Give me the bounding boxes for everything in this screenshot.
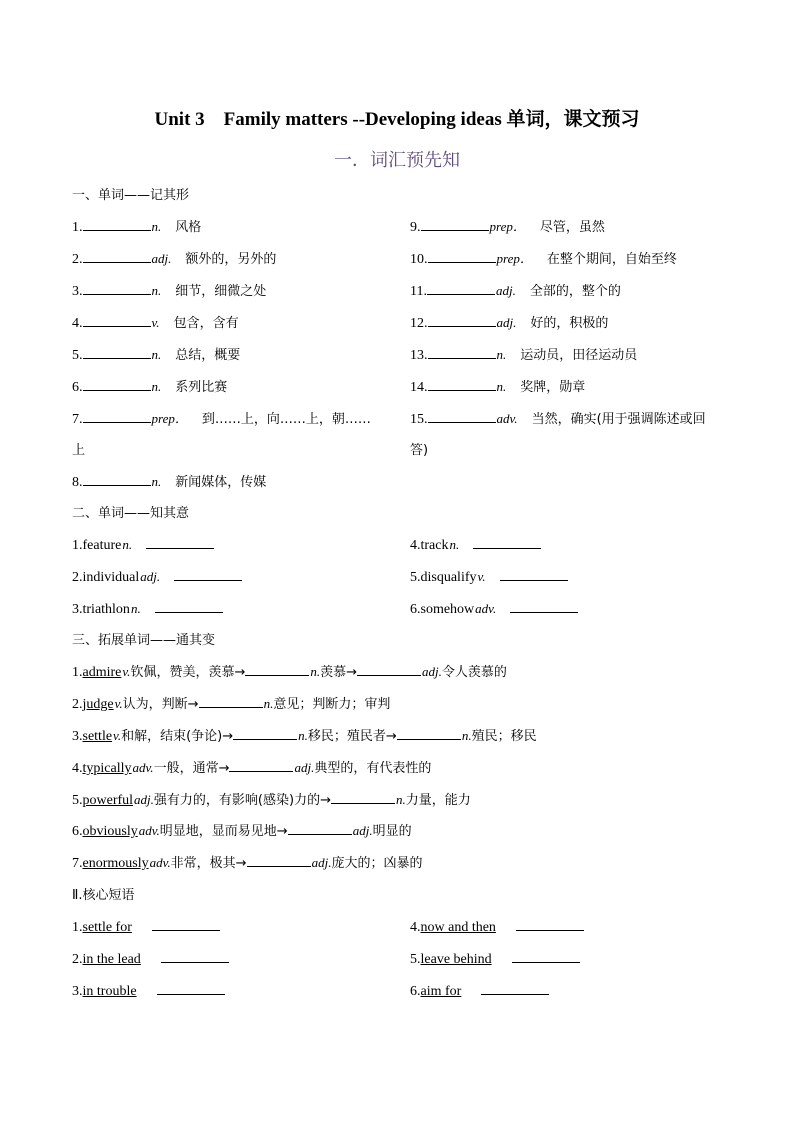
item-word: powerful <box>82 793 134 808</box>
item-phrase: now and then <box>420 920 496 935</box>
item-number: 2. <box>72 252 83 267</box>
page-title: Unit 3 Family matters --Developing ideas 单词，课文预习 <box>154 109 640 130</box>
item-number: 1. <box>72 538 83 553</box>
item-phrase: aim for <box>420 984 462 999</box>
item-meaning: 到……上，向……上，朝…… <box>201 412 371 427</box>
answer-blank[interactable] <box>357 663 421 676</box>
item-meaning: 运动员，田径运动员 <box>520 348 638 363</box>
answer-blank[interactable] <box>481 982 549 995</box>
item-meaning: 认为，判断→ <box>122 697 199 712</box>
vocab-item <box>72 346 240 365</box>
answer-blank[interactable] <box>247 854 311 867</box>
part-of-speech: adv. <box>496 411 518 426</box>
part-of-speech: adj. <box>151 251 172 266</box>
item-meaning: 总结，概要 <box>175 348 241 363</box>
answer-blank[interactable] <box>500 568 568 581</box>
part-of-speech: n. <box>151 283 162 298</box>
answer-blank[interactable] <box>229 759 293 772</box>
item-number: 3. <box>72 284 83 299</box>
answer-blank[interactable] <box>428 378 496 391</box>
answer-blank[interactable] <box>157 982 225 995</box>
item-number: 2. <box>72 697 83 712</box>
item-meaning: 殖民；移民 <box>471 729 537 744</box>
vocab-item <box>410 346 637 365</box>
item-meaning-cont: 上 <box>72 443 86 458</box>
expansion-item <box>72 854 422 873</box>
item-meaning: 典型的，有代表性的 <box>314 761 432 776</box>
meaning-item <box>410 600 578 619</box>
vocab-item <box>410 218 605 237</box>
item-meaning: 在整个期间，自始至终 <box>546 252 677 267</box>
item-meaning: 细节，细微之处 <box>175 284 267 299</box>
answer-blank[interactable] <box>331 791 395 804</box>
item-number: 6. <box>72 824 83 839</box>
item-number: 11. <box>410 284 427 299</box>
vocab-item <box>72 250 276 269</box>
part-of-speech: v. <box>122 664 131 679</box>
part-of-speech: v. <box>113 728 122 743</box>
vocab-item-continuation <box>72 442 85 460</box>
vocab-item <box>410 410 706 429</box>
part-of-speech: n. <box>461 728 472 743</box>
item-word: somehow <box>420 602 475 617</box>
item-word: obviously <box>82 824 138 839</box>
part-of-speech: n. <box>151 379 162 394</box>
item-meaning: 非常，极其→ <box>170 856 247 871</box>
item-meaning: 当然，确实(用于强调陈述或回 <box>531 412 706 427</box>
part-of-speech: prep． <box>489 219 526 234</box>
answer-blank[interactable] <box>428 250 496 263</box>
item-word: feature <box>82 538 122 553</box>
vocab-item <box>72 410 371 429</box>
phrase-item <box>410 950 580 969</box>
part-of-speech: n. <box>263 696 274 711</box>
section2-heading: 二、单词——知其意 <box>72 506 190 521</box>
item-number: 2. <box>72 570 83 585</box>
item-number: 13. <box>410 348 428 363</box>
item-meaning: 和解，结束(争论)→ <box>121 729 234 744</box>
part-of-speech: n. <box>310 664 321 679</box>
item-meaning: 一般，通常→ <box>153 761 230 776</box>
part-of-speech: adj. <box>495 283 516 298</box>
answer-blank[interactable] <box>83 378 151 391</box>
item-number: 5. <box>410 952 421 967</box>
item-meaning: 尽管，虽然 <box>539 220 605 235</box>
part-of-speech: adv. <box>132 760 154 775</box>
answer-blank[interactable] <box>161 950 229 963</box>
part-of-speech: adj. <box>140 569 161 584</box>
item-phrase: in the lead <box>82 952 141 967</box>
vocab-item <box>72 314 239 333</box>
item-number: 4. <box>72 316 83 331</box>
answer-blank[interactable] <box>397 727 461 740</box>
item-meaning: 移民；殖民者→ <box>307 729 397 744</box>
item-meaning: 令人羡慕的 <box>441 665 507 680</box>
answer-blank[interactable] <box>421 218 489 231</box>
vocab-item <box>72 218 201 237</box>
item-number: 9. <box>410 220 421 235</box>
item-word: judge <box>82 697 114 712</box>
section1-heading: 一、单词——记其形 <box>72 188 190 203</box>
vocab-item <box>410 314 608 333</box>
item-meaning: 意见；判断力；审判 <box>273 697 391 712</box>
answer-blank[interactable] <box>83 250 151 263</box>
item-meaning: 新闻媒体，传媒 <box>175 475 267 490</box>
answer-blank[interactable] <box>83 282 151 295</box>
expansion-item <box>72 759 431 778</box>
expansion-item <box>72 791 471 810</box>
item-meaning: 钦佩，赞美，羡慕→ <box>130 665 246 680</box>
meaning-item <box>72 600 223 619</box>
item-word: triathlon <box>82 602 130 617</box>
part-of-speech: v. <box>151 315 160 330</box>
item-number: 1. <box>72 920 83 935</box>
item-word: settle <box>82 729 113 744</box>
answer-blank[interactable] <box>510 600 578 613</box>
part-of-speech: adj. <box>294 760 315 775</box>
section3-heading: 三、拓展单词——通其变 <box>72 633 216 648</box>
vocab-item <box>410 378 585 397</box>
item-meaning: 系列比赛 <box>175 380 228 395</box>
item-number: 4. <box>410 538 421 553</box>
answer-blank[interactable] <box>427 282 495 295</box>
part-of-speech: n. <box>496 347 507 362</box>
item-word: enormously <box>82 856 149 871</box>
answer-blank[interactable] <box>245 663 309 676</box>
part-of-speech: n. <box>151 219 162 234</box>
phrase-item <box>410 982 549 1001</box>
part-of-speech: adv. <box>149 855 171 870</box>
answer-blank[interactable] <box>83 410 151 423</box>
answer-blank[interactable] <box>83 473 151 486</box>
item-meaning: 额外的，另外的 <box>185 252 277 267</box>
vocab-item <box>72 282 266 301</box>
item-number: 1. <box>72 665 83 680</box>
item-number: 2. <box>72 952 83 967</box>
section4-heading: Ⅱ.核心短语 <box>72 888 135 903</box>
vocab-item <box>410 282 621 301</box>
item-number: 6. <box>72 380 83 395</box>
item-number: 15. <box>410 412 428 427</box>
part-of-speech: n. <box>151 347 162 362</box>
vocab-item <box>72 473 266 492</box>
item-number: 1. <box>72 220 83 235</box>
part-of-speech: adv. <box>138 823 160 838</box>
expansion-item <box>72 663 507 682</box>
item-number: 4. <box>72 761 83 776</box>
part-of-speech: n. <box>449 537 460 552</box>
item-number: 12. <box>410 316 428 331</box>
part-of-speech: prep． <box>151 411 188 426</box>
item-word: admire <box>82 665 122 680</box>
item-number: 14. <box>410 380 428 395</box>
item-word: individual <box>82 570 140 585</box>
expansion-item <box>72 727 537 746</box>
answer-blank[interactable] <box>233 727 297 740</box>
part-of-speech: prep． <box>496 251 533 266</box>
item-number: 5. <box>72 348 83 363</box>
expansion-item <box>72 695 390 714</box>
vocab-item <box>72 378 227 397</box>
answer-blank[interactable] <box>199 695 263 708</box>
part-of-speech: n. <box>130 601 141 616</box>
item-number: 4. <box>410 920 421 935</box>
item-meaning: 羡慕→ <box>320 665 357 680</box>
part-of-speech: v. <box>114 696 123 711</box>
expansion-item <box>72 822 412 841</box>
answer-blank[interactable] <box>152 918 220 931</box>
item-number: 5. <box>72 793 83 808</box>
item-number: 6. <box>410 602 421 617</box>
part-of-speech: n. <box>395 792 406 807</box>
part-of-speech: adj. <box>422 664 442 679</box>
item-phrase: in trouble <box>82 984 137 999</box>
item-meaning: 明显的 <box>372 824 412 839</box>
item-word: track <box>420 538 449 553</box>
item-number: 3. <box>72 729 83 744</box>
answer-blank[interactable] <box>516 918 584 931</box>
item-number: 10. <box>410 252 428 267</box>
item-meaning: 强有力的，有影响(感染)力的→ <box>153 793 331 808</box>
section-subtitle: 一．词汇预先知 <box>334 150 460 171</box>
meaning-item <box>72 536 214 555</box>
item-meaning: 力量，能力 <box>405 793 471 808</box>
part-of-speech: adj. <box>134 792 154 807</box>
answer-blank[interactable] <box>428 410 496 423</box>
part-of-speech: adv. <box>475 601 497 616</box>
answer-blank[interactable] <box>428 314 496 327</box>
meaning-item <box>410 568 568 587</box>
item-phrase: settle for <box>82 920 132 935</box>
phrase-item <box>72 950 229 969</box>
item-meaning: 明显地，显而易见地→ <box>159 824 288 839</box>
part-of-speech: n. <box>151 474 162 489</box>
item-number: 8. <box>72 475 83 490</box>
item-number: 7. <box>72 856 83 871</box>
item-word: disqualify <box>420 570 477 585</box>
meaning-item <box>72 568 242 587</box>
answer-blank[interactable] <box>288 822 352 835</box>
answer-blank[interactable] <box>473 536 541 549</box>
answer-blank[interactable] <box>83 346 151 359</box>
item-number: 3. <box>72 984 83 999</box>
answer-blank[interactable] <box>146 536 214 549</box>
part-of-speech: n. <box>122 537 133 552</box>
meaning-item <box>410 536 541 555</box>
item-meaning: 庞大的；凶暴的 <box>331 856 423 871</box>
answer-blank[interactable] <box>428 346 496 359</box>
item-number: 7. <box>72 412 83 427</box>
part-of-speech: adj. <box>496 315 517 330</box>
item-meaning: 全部的，整个的 <box>529 284 621 299</box>
answer-blank[interactable] <box>155 600 223 613</box>
part-of-speech: adj. <box>311 855 332 870</box>
item-meaning: 包含，含有 <box>173 316 239 331</box>
item-word: typically <box>82 761 132 776</box>
answer-blank[interactable] <box>83 218 151 231</box>
item-number: 5. <box>410 570 421 585</box>
item-meaning: 奖牌，勋章 <box>520 380 586 395</box>
item-phrase: leave behind <box>420 952 492 967</box>
item-number: 6. <box>410 984 421 999</box>
vocab-item <box>410 250 677 269</box>
part-of-speech: adj. <box>352 823 373 838</box>
answer-blank[interactable] <box>83 314 151 327</box>
item-meaning-cont: 答) <box>410 443 429 458</box>
answer-blank[interactable] <box>174 568 242 581</box>
vocab-item-continuation <box>410 442 428 460</box>
part-of-speech: n. <box>298 728 308 743</box>
part-of-speech: n. <box>496 379 507 394</box>
item-number: 3. <box>72 602 83 617</box>
part-of-speech: v. <box>477 569 486 584</box>
phrase-item <box>72 982 225 1001</box>
answer-blank[interactable] <box>512 950 580 963</box>
phrase-item <box>72 918 220 937</box>
item-meaning: 风格 <box>175 220 202 235</box>
item-meaning: 好的，积极的 <box>530 316 609 331</box>
phrase-item <box>410 918 584 937</box>
